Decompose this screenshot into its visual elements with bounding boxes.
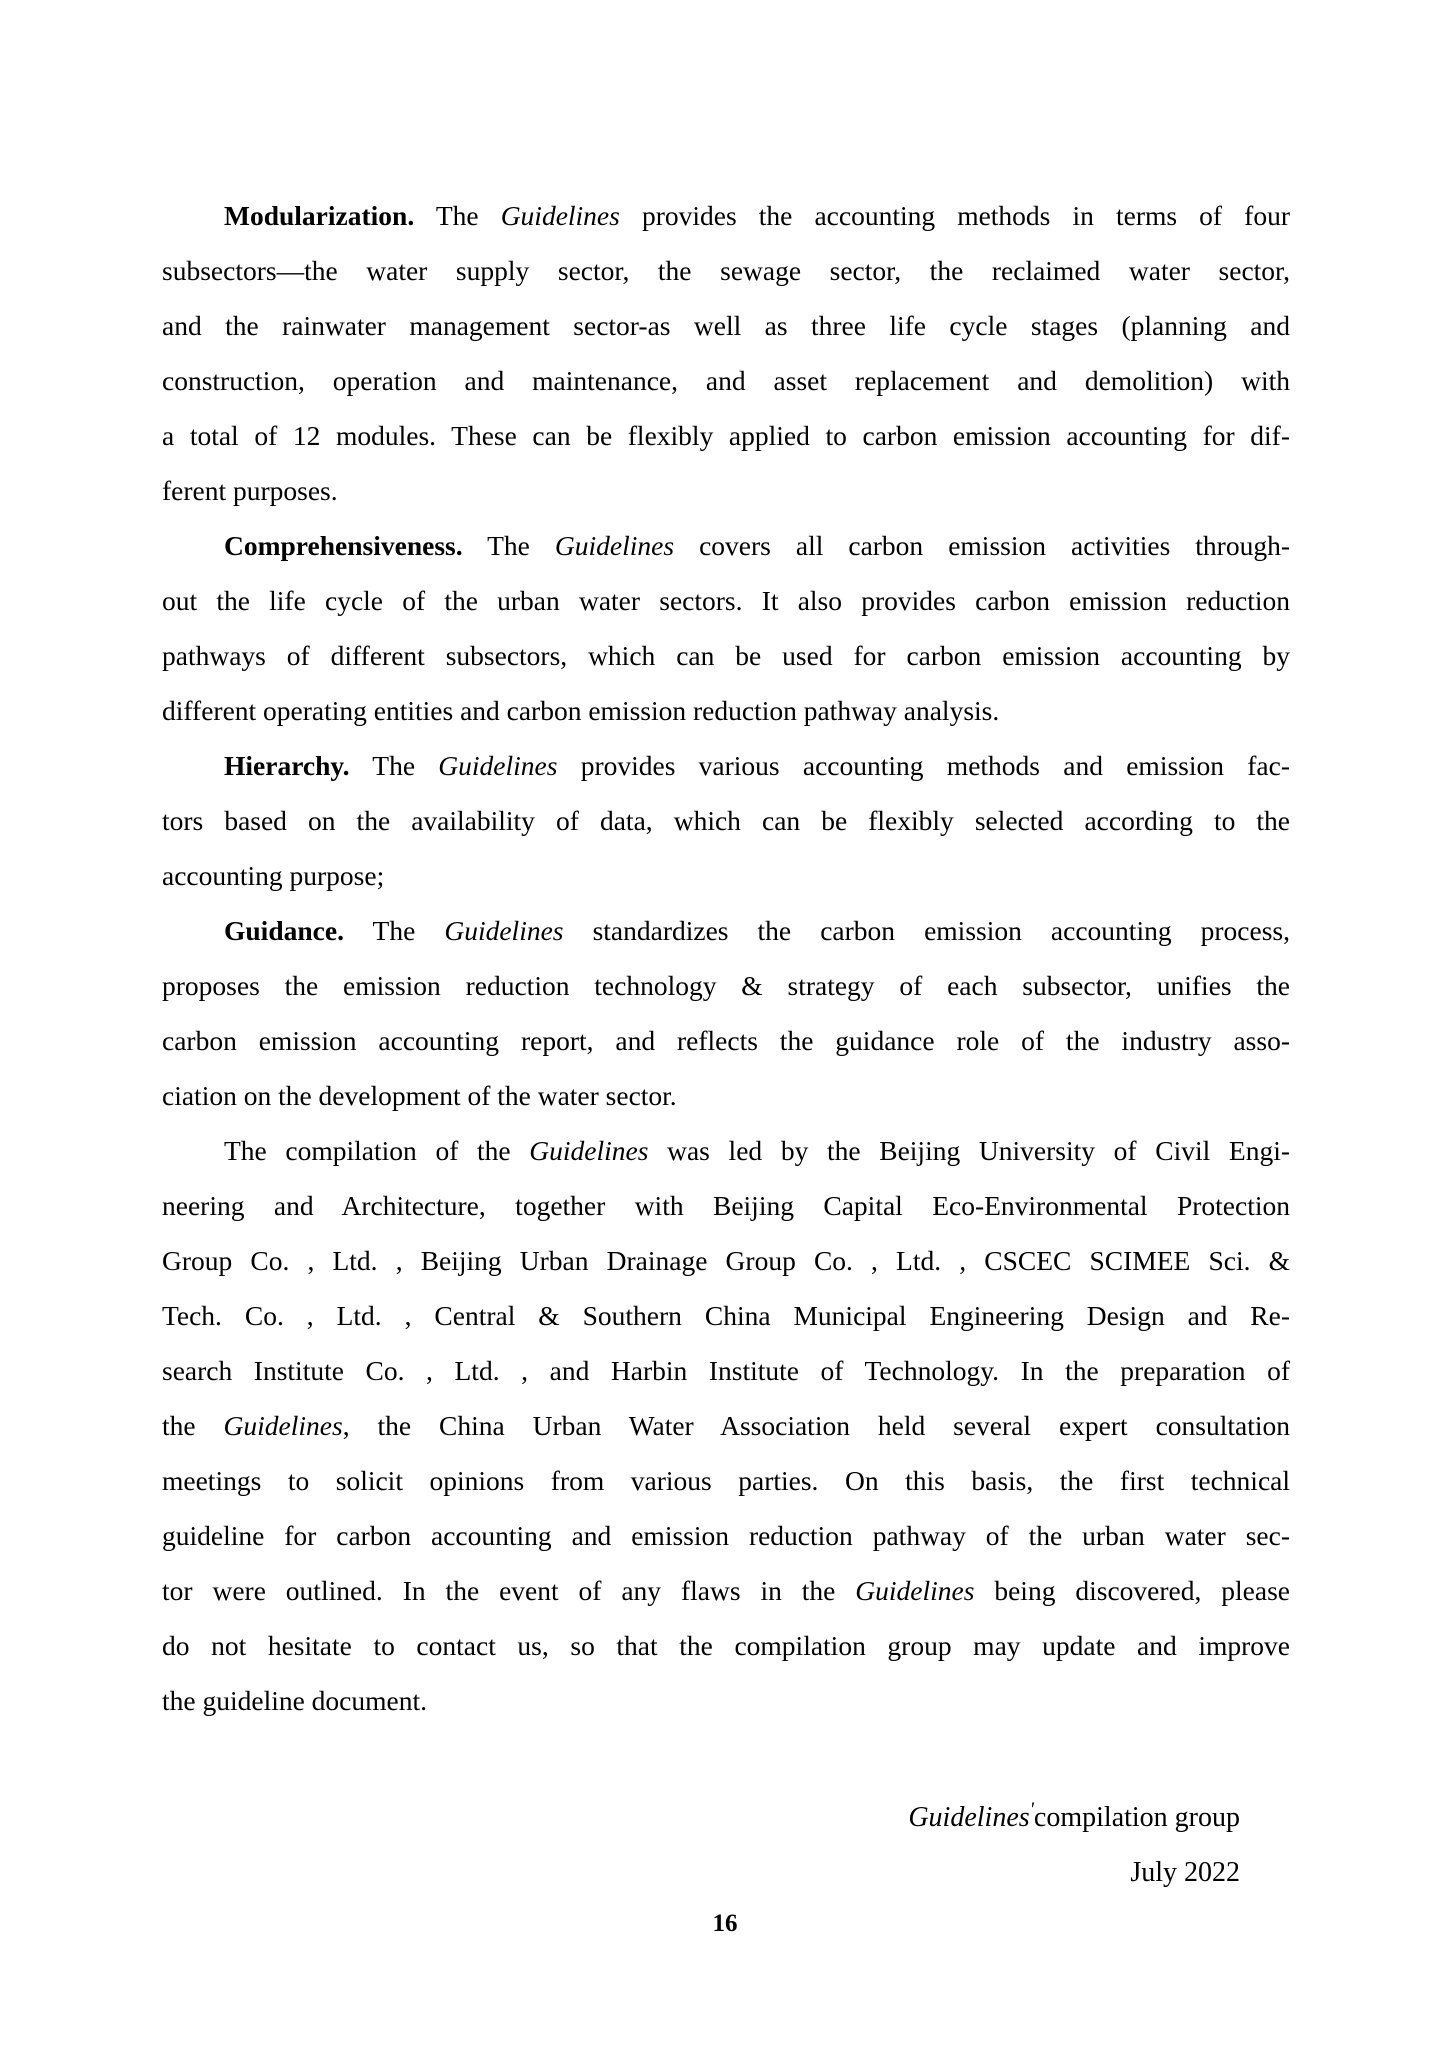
signature-work-title: Guidelines [908,1802,1030,1833]
text-line [162,1123,1290,1178]
text-run: pathways of different subsectors, which can be used for carbon emission accounting by [162,640,1290,671]
text-run: provides various accounting methods and emission fac- [557,750,1290,781]
text-line [162,1453,1290,1508]
text-line [162,408,1290,463]
bold-run: Modularization. [224,200,415,231]
text-block [162,188,1290,1728]
italic-run: Guidelines [529,1135,649,1166]
text-line [162,628,1290,683]
text-run: covers all carbon emission activities through- [674,530,1290,561]
text-line [162,1618,1290,1673]
signature-date: July 2022 [1130,1857,1240,1888]
text-run: accounting purpose; [162,860,385,891]
text-run: a total of 12 modules. These can be flexibly applied to carbon emission accounting for dif- [162,420,1290,451]
text-line [162,1563,1290,1618]
bold-run: Guidance. [224,915,344,946]
signature-block [908,1790,1240,1900]
text-run: guideline for carbon accounting and emission reduction pathway of the urban water sec- [162,1520,1290,1551]
text-run: the guideline document. [162,1685,427,1716]
text-run: standardizes the carbon emission accounting process, [563,915,1290,946]
text-run: ciation on the development of the water sector. [162,1080,677,1111]
italic-run: Guidelines [554,530,675,561]
text-run: tor were outlined. In the event of any flaws in the [162,1575,856,1606]
text-run: subsectors—the water supply sector, the sewage sector, the reclaimed water sector, [162,255,1290,286]
italic-run: Guidelines [438,750,558,781]
paragraph [162,518,1290,738]
italic-run: Guidelines [500,200,620,231]
page-number: 16 [712,1910,738,1937]
text-run: tors based on the availability of data, which can be flexibly selected according to the [162,805,1290,836]
text-line [162,1508,1290,1563]
text-line [162,793,1290,848]
text-run: The compilation of the [224,1135,530,1166]
paragraph [162,1123,1290,1728]
text-run: neering and Architecture, together with Beijing Capital Eco-Environmental Protection [162,1190,1290,1221]
text-run: was led by the Beijing University of Civil Engi- [648,1135,1290,1166]
text-line [162,1178,1290,1233]
text-line [162,958,1290,1013]
italic-run: Guidelines [855,1575,975,1606]
text-run: ferent purposes. [162,475,338,506]
text-run: , the China Urban Water Association held several expert consultation [342,1410,1290,1441]
signature-line [908,1790,1240,1845]
text-line [162,463,1290,518]
text-run: being discovered, please [974,1575,1290,1606]
text-run: proposes the emission reduction technology & strategy of each subsector, unifies the [162,970,1290,1001]
text-run: meetings to solicit opinions from various parties. On this basis, the first technical [162,1465,1290,1496]
text-line [162,1398,1290,1453]
text-line [162,903,1290,958]
text-line [162,1068,1290,1123]
text-line [162,573,1290,628]
text-line [162,353,1290,408]
text-run: do not hesitate to contact us, so that the compilation group may update and improve [162,1630,1290,1661]
text-line [162,738,1290,793]
bold-run: Comprehensiveness. [224,530,463,561]
text-run: The [414,200,501,231]
paragraph [162,738,1290,903]
text-line [162,683,1290,738]
text-line [162,1233,1290,1288]
text-line [162,518,1290,573]
text-run: different operating entities and carbon emission reduction pathway analysis. [162,695,1000,726]
text-line [162,1288,1290,1343]
text-run: Tech. Co. , Ltd. , Central & Southern China Municipal Engineering Design and Re- [162,1300,1290,1331]
paragraph [162,188,1290,518]
signature-apostrophe: ' [1029,1798,1034,1821]
text-run: Group Co. , Ltd. , Beijing Urban Drainage Group Co. , Ltd. , CSCEC SCIMEE Sci. & [162,1245,1290,1276]
text-run: construction, operation and maintenance, and asset replacement and demolition) with [162,365,1290,396]
text-run: provides the accounting methods in terms of four [619,200,1290,231]
text-run: the [162,1410,224,1441]
text-line [162,243,1290,298]
text-line [162,1013,1290,1068]
text-run: The [343,915,445,946]
text-line [162,1343,1290,1398]
italic-run: Guidelines [444,915,564,946]
text-line [162,1673,1290,1728]
text-line [162,848,1290,903]
text-run: and the rainwater management sector-as well as three life cycle stages (planning and [162,310,1290,341]
text-run: carbon emission accounting report, and reflects the guidance role of the industry asso- [162,1025,1290,1056]
text-line [162,298,1290,353]
text-line [162,188,1290,243]
bold-run: Hierarchy. [224,750,350,781]
italic-run: Guidelines [223,1410,343,1441]
text-run: search Institute Co. , Ltd. , and Harbin Institute of Technology. In the preparation of [162,1355,1290,1386]
paragraph [162,903,1290,1123]
text-run: out the life cycle of the urban water sectors. It also provides carbon emission reduction [162,585,1290,616]
text-run: The [349,750,439,781]
text-run: The [462,530,555,561]
signature-group: compilation group [1033,1802,1240,1833]
